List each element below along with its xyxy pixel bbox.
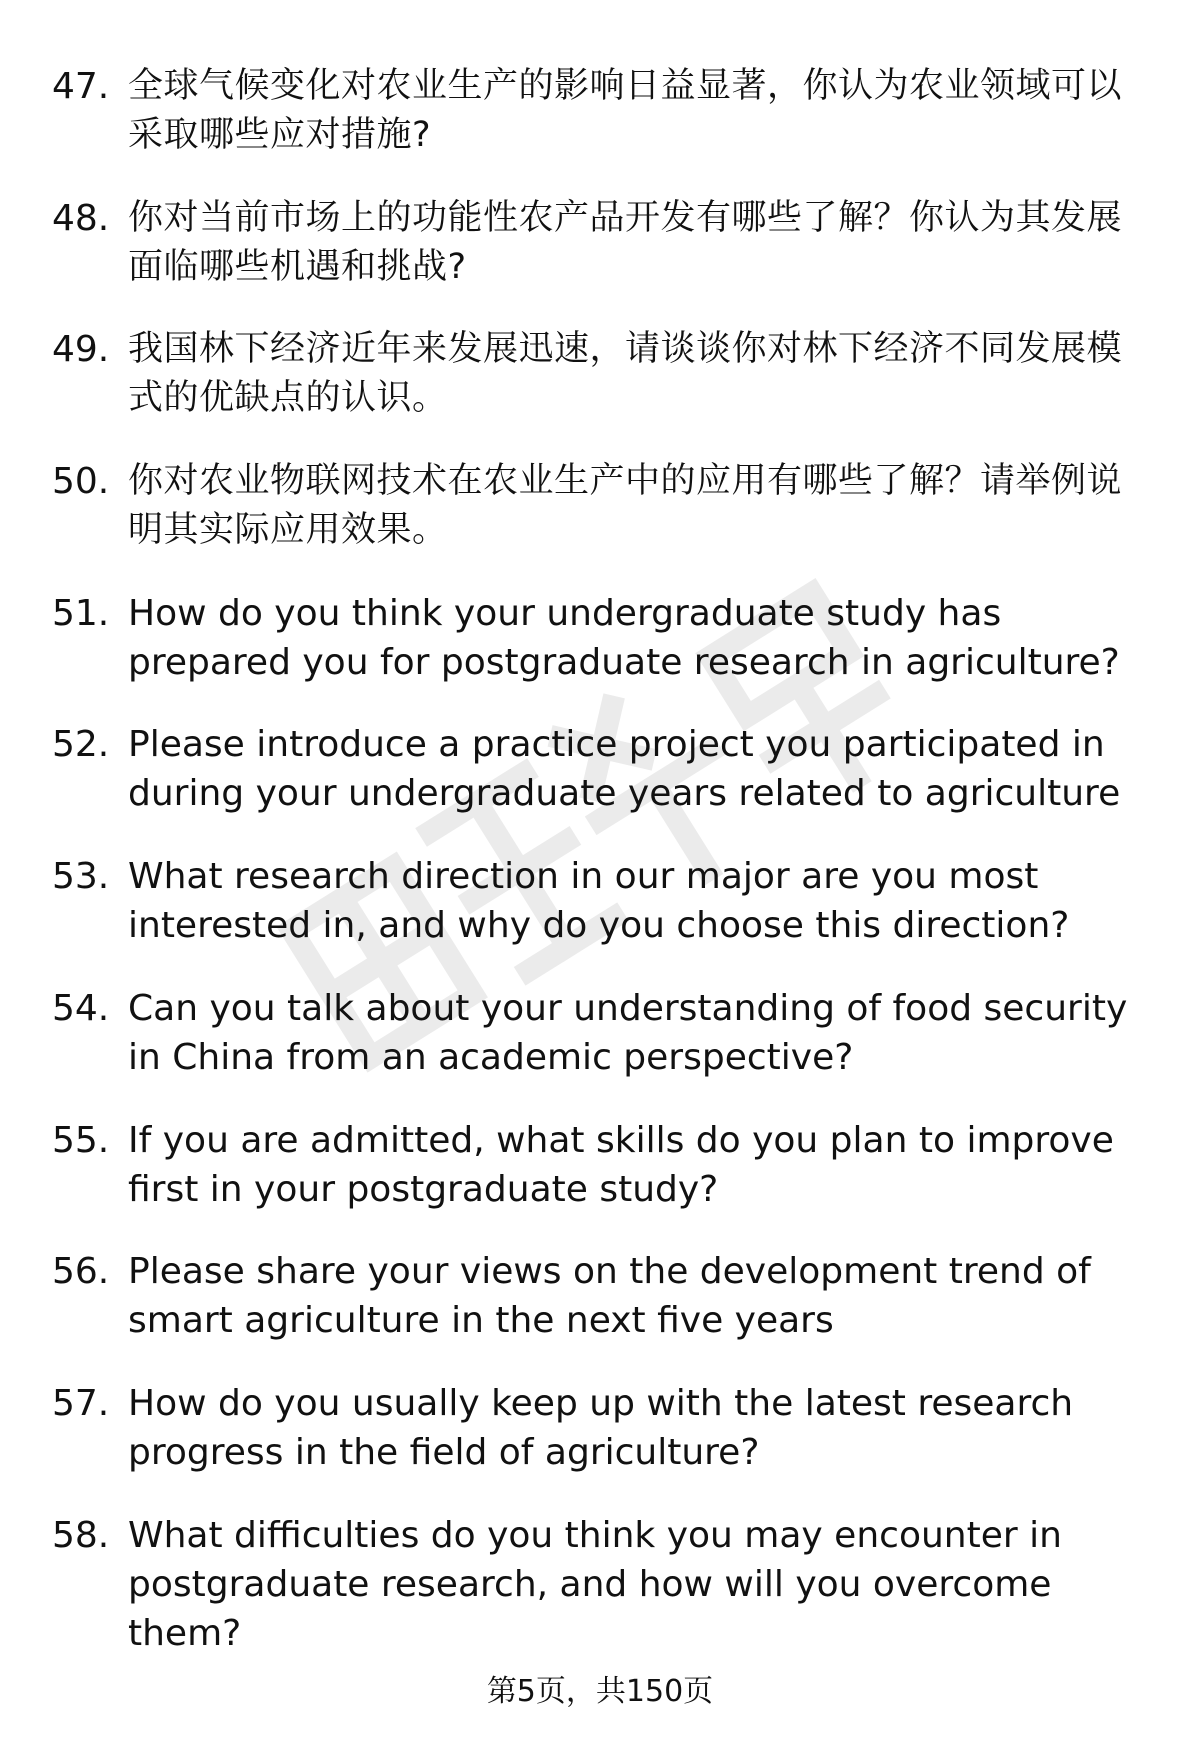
question-text: 我国林下经济近年来发展迅速，请谈谈你对林下经济不同发展模式的优缺点的认识。 <box>128 329 1123 419</box>
question-item <box>0 852 1200 984</box>
question-number: 49. <box>52 329 110 371</box>
question-text: Please introduce a practice project you participated in during your undergraduate years related to agriculture <box>128 724 1121 815</box>
question-number: 48. <box>52 197 110 239</box>
question-number: 55. <box>52 1119 110 1161</box>
question-number: 56. <box>52 1251 110 1293</box>
question-text: Please share your views on the development trend of smart agriculture in the next five years <box>128 1251 1091 1342</box>
question-number: 50. <box>52 461 110 503</box>
question-item <box>0 984 1200 1116</box>
question-text: What difficulties do you think you may encounter in postgraduate research, and how will you overcome them? <box>128 1514 1062 1654</box>
question-item <box>0 194 1200 326</box>
question-text: If you are admitted, what skills do you plan to improve first in your postgraduate study? <box>128 1119 1114 1210</box>
question-item <box>0 589 1200 721</box>
question-text: What research direction in our major are you most interested in, and why do you choose this direction? <box>128 856 1070 947</box>
question-text: 你对当前市场上的功能性农产品开发有哪些了解？你认为其发展面临哪些机遇和挑战? <box>128 197 1123 287</box>
question-number: 54. <box>52 987 110 1029</box>
question-item <box>0 62 1200 194</box>
question-text: Can you talk about your understanding of food security in China from an academic perspective? <box>128 987 1128 1078</box>
question-number: 51. <box>52 592 110 634</box>
question-number: 52. <box>52 724 110 766</box>
question-item <box>0 325 1200 457</box>
question-number: 53. <box>52 856 110 898</box>
question-text: How do you usually keep up with the latest research progress in the field of agriculture? <box>128 1382 1074 1473</box>
question-text: How do you think your undergraduate study has prepared you for postgraduate research in agriculture? <box>128 592 1120 683</box>
question-number: 57. <box>52 1382 110 1424</box>
question-text: 全球气候变化对农业生产的影响日益显著，你认为农业领域可以采取哪些应对措施? <box>128 66 1123 155</box>
question-list <box>0 62 1200 1654</box>
question-item <box>0 1511 1200 1654</box>
question-number: 47. <box>52 66 110 107</box>
question-item <box>0 457 1200 589</box>
question-item <box>0 1116 1200 1248</box>
question-number: 58. <box>52 1514 110 1556</box>
question-text: 你对农业物联网技术在农业生产中的应用有哪些了解？请举例说明其实际应用效果。 <box>128 461 1123 551</box>
page-number-footer: 第5页，共150页 <box>486 1674 714 1709</box>
question-item <box>0 1379 1200 1511</box>
question-item <box>0 720 1200 852</box>
question-item <box>0 1247 1200 1379</box>
